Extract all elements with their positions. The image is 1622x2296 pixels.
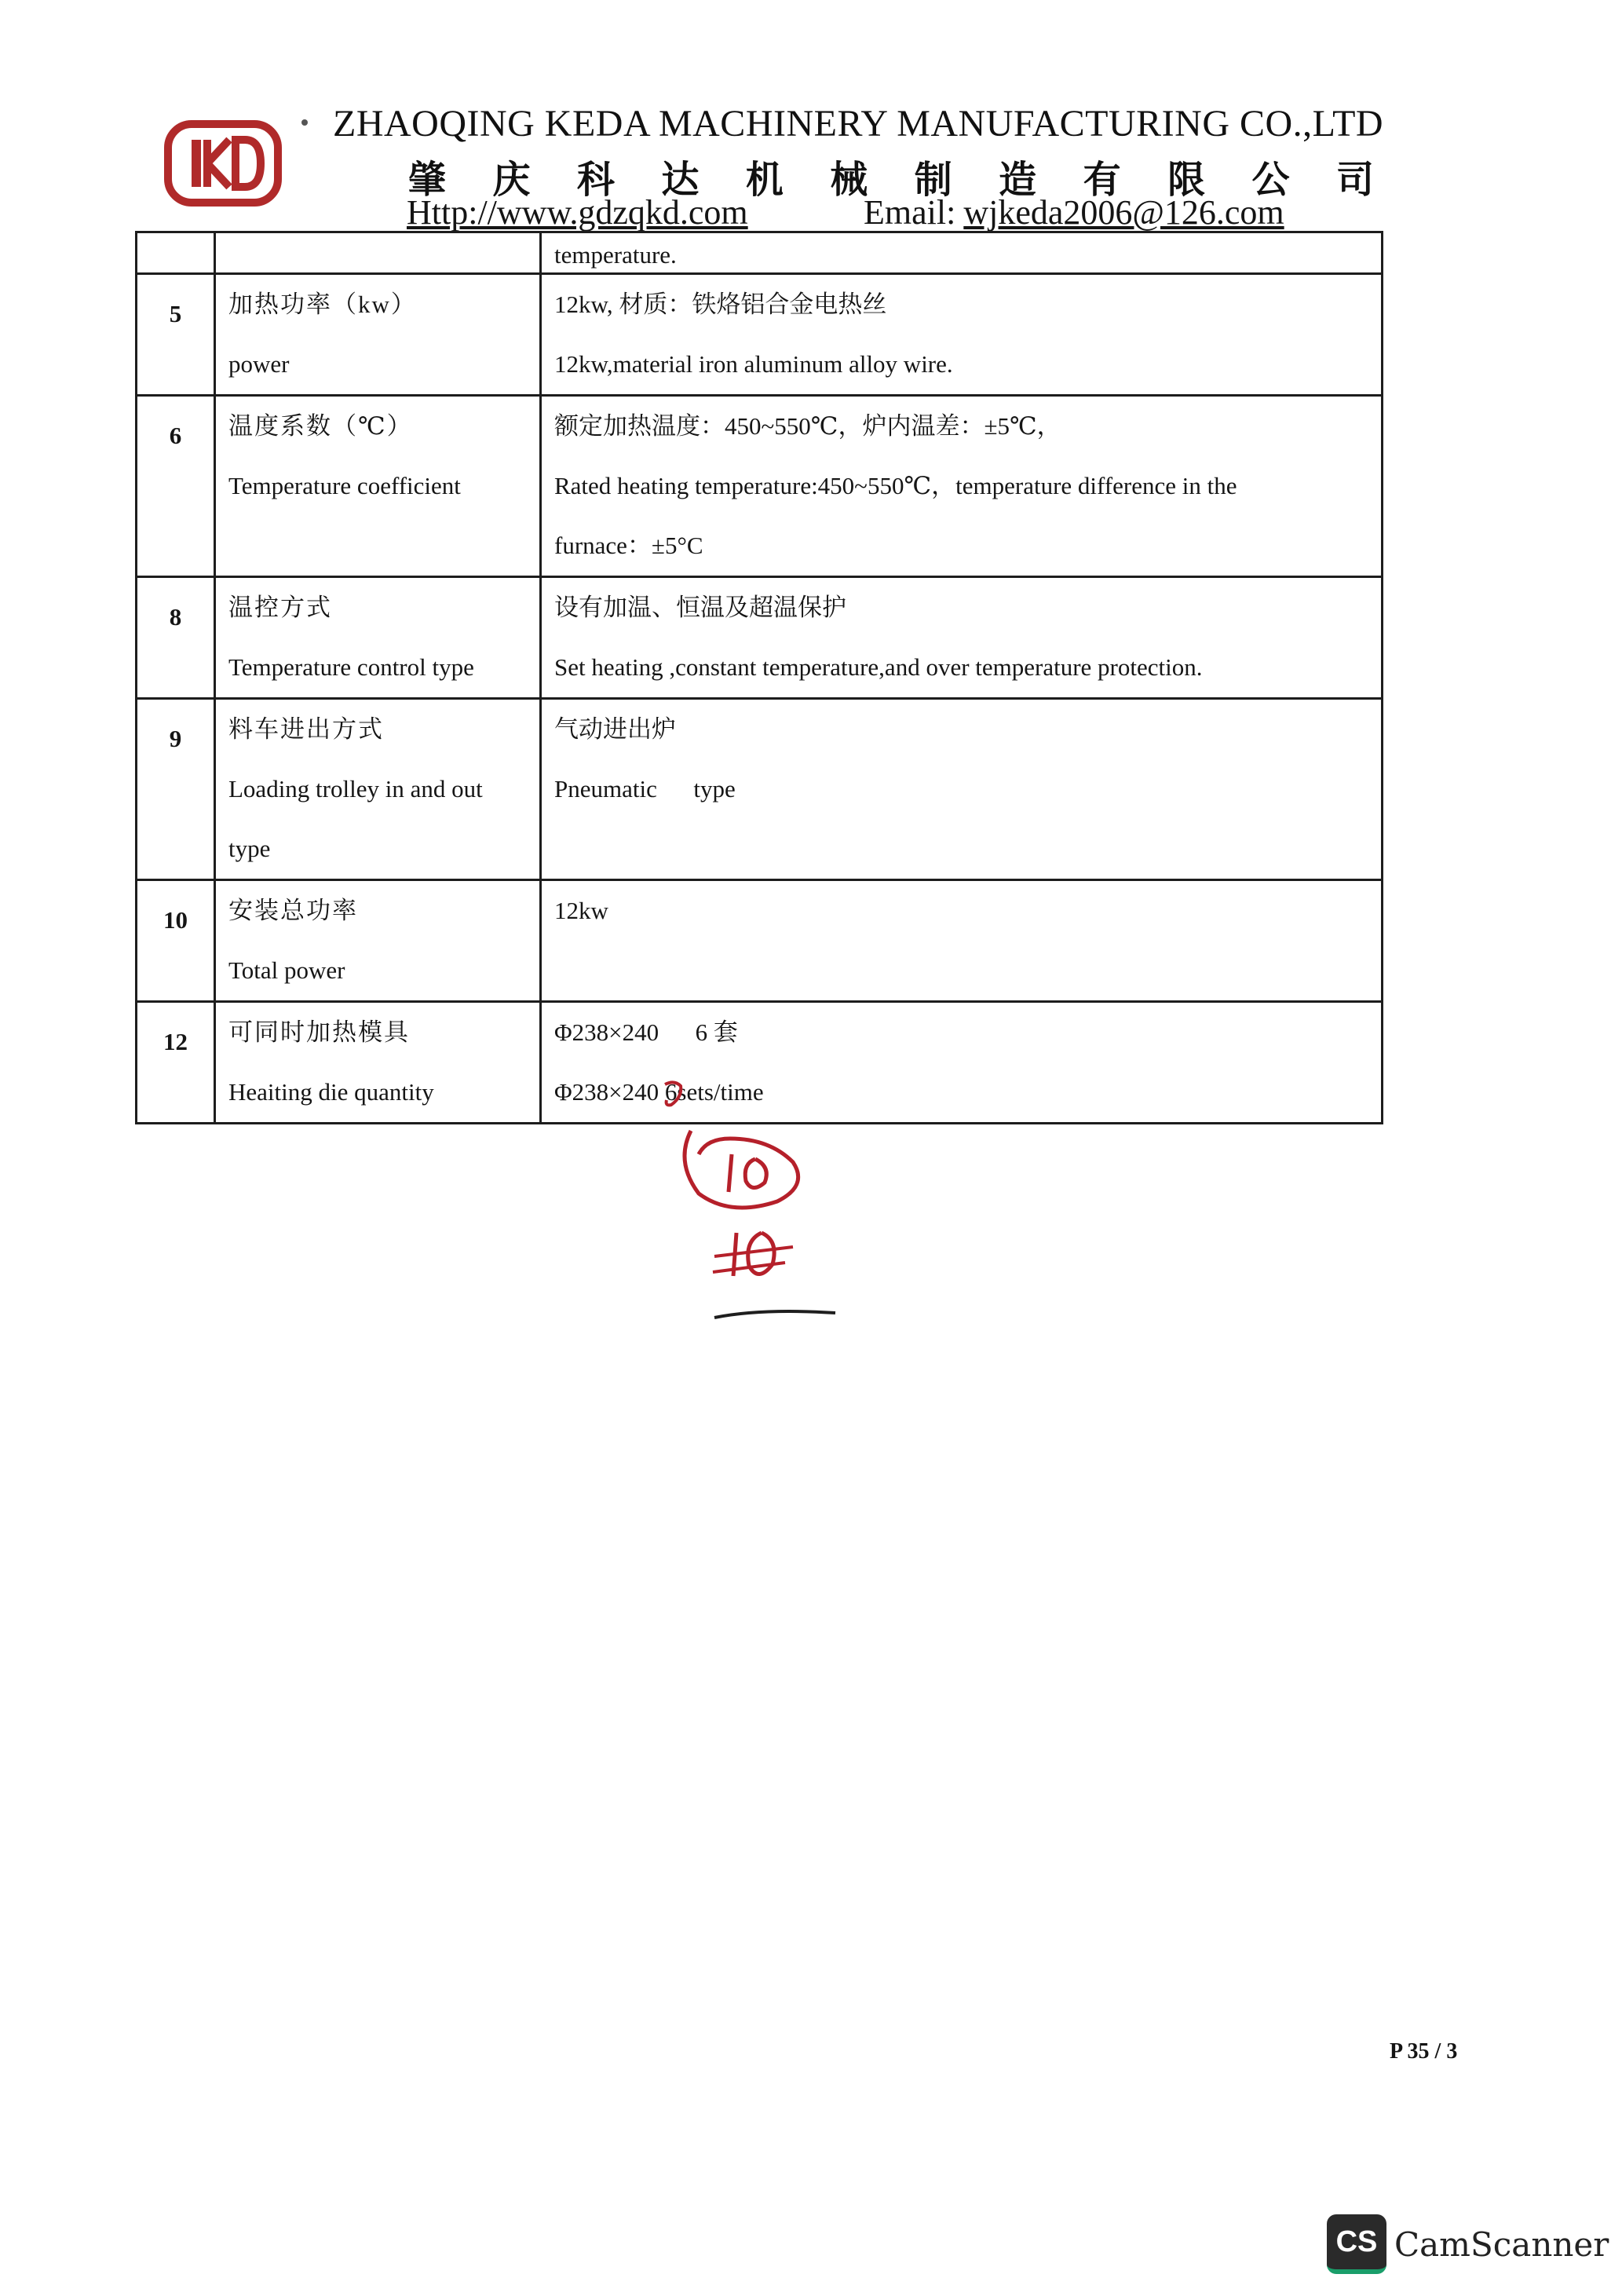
desc-line: 12kw — [554, 897, 608, 924]
item-label-en: Heaiting die quantity — [228, 1078, 434, 1106]
table-row — [137, 577, 1383, 699]
table-row — [137, 699, 1383, 880]
desc-line: 12kw, 材质：铁烙铝合金电热丝 — [554, 291, 887, 318]
row-number: 10 — [137, 880, 215, 1002]
company-cn-char: 制 — [914, 159, 952, 201]
desc-line: 设有加温、恒温及超温保护 — [554, 594, 846, 621]
desc-cell — [541, 577, 1383, 699]
company-cn-char: 公 — [1251, 159, 1290, 201]
company-cn-char: 达 — [661, 159, 700, 201]
spec-table — [135, 231, 1383, 1124]
desc-cell — [541, 880, 1383, 1002]
desc-line: Set heating ,constant temperature,and over temperature protection. — [554, 653, 1203, 681]
row-number: 6 — [137, 396, 215, 577]
camscanner-watermark — [1327, 2214, 1609, 2274]
desc-cell — [541, 1002, 1383, 1124]
item-cell — [215, 880, 541, 1002]
desc-line: furnace：±5°C — [554, 532, 703, 559]
struck-digit: 6 — [664, 1078, 678, 1106]
company-cn-char: 械 — [830, 159, 868, 201]
company-cn-char: 肇 — [408, 159, 447, 201]
company-cn-char: 造 — [999, 159, 1037, 201]
table-row — [137, 880, 1383, 1002]
item-label-en: Temperature control type — [228, 653, 474, 681]
item-label-cn: 温度系数（℃） — [228, 412, 413, 440]
company-cn-char: 限 — [1167, 159, 1206, 201]
item-label-cn: 可同时加热模具 — [228, 1018, 410, 1046]
company-cn-char: 司 — [1335, 159, 1374, 201]
item-label-en: Total power — [228, 956, 345, 984]
table-row — [137, 274, 1383, 396]
camscanner-logo-icon — [1327, 2214, 1386, 2274]
die-size: Φ238×240 — [554, 1078, 659, 1106]
company-cn-char: 机 — [745, 159, 784, 201]
item-label-cn: 安装总功率 — [228, 897, 358, 924]
email-line — [864, 192, 1284, 232]
desc-line: 12kw,material iron aluminum alloy wire. — [554, 350, 953, 378]
row-number: 5 — [137, 274, 215, 396]
page-number: P 35 / 3 — [1390, 2039, 1458, 2064]
table-row — [137, 1002, 1383, 1124]
item-label-cn: 温控方式 — [228, 594, 332, 621]
row-number — [137, 232, 215, 274]
company-cn-char: 科 — [576, 159, 615, 201]
handwritten-annotation-icon — [667, 1115, 856, 1335]
camscanner-badge-text: CS — [1335, 2225, 1378, 2258]
pen-strike-icon — [662, 1078, 685, 1110]
item-label-en: Temperature coefficient — [228, 472, 461, 499]
desc-line: Φ238×240 6 套 — [554, 1018, 738, 1046]
keda-logo-icon — [163, 118, 283, 209]
website-link[interactable]: Http://www.gdzqkd.com — [407, 193, 748, 232]
email-label: Email: — [864, 193, 956, 232]
company-cn-char: 有 — [1083, 159, 1121, 201]
desc-cell — [541, 396, 1383, 577]
item-label-en: power — [228, 350, 290, 378]
desc-line — [554, 1062, 1368, 1122]
company-name-en: ZHAOQING KEDA MACHINERY MANUFACTURING CO.,LTD — [333, 103, 1384, 144]
desc-line: Pneumatic type — [554, 775, 736, 803]
table-row — [137, 396, 1383, 577]
item-cell — [215, 396, 541, 577]
desc-cell — [541, 274, 1383, 396]
struck-quantity — [665, 1062, 678, 1122]
row-number: 12 — [137, 1002, 215, 1124]
item-label-cn: 料车进出方式 — [228, 715, 384, 743]
email-address[interactable]: wjkeda2006@126.com — [963, 193, 1284, 232]
item-label-en: Loading trolley in and out — [228, 775, 483, 803]
camscanner-name: CamScanner — [1394, 2225, 1609, 2264]
item-label-cn: 加热功率（kw） — [228, 291, 417, 318]
item-cell — [215, 699, 541, 880]
desc-line: 气动进出炉 — [554, 715, 676, 743]
row-number: 8 — [137, 577, 215, 699]
desc-cell — [541, 699, 1383, 880]
item-cell — [215, 232, 541, 274]
desc-line: 额定加热温度：450~550℃，炉内温差：±5℃， — [554, 412, 1061, 440]
item-cell — [215, 1002, 541, 1124]
header-dot — [301, 119, 308, 126]
table-row — [137, 232, 1383, 274]
desc-line: Rated heating temperature:450~550℃，temperature difference in the — [554, 472, 1237, 499]
item-cell — [215, 577, 541, 699]
desc-cell — [541, 232, 1383, 274]
item-label-en-cont: type — [228, 835, 271, 862]
row-number: 9 — [137, 699, 215, 880]
item-cell — [215, 274, 541, 396]
quantity-unit: sets/time — [677, 1078, 764, 1106]
company-cn-char: 庆 — [492, 159, 531, 201]
desc-line: temperature. — [554, 241, 677, 269]
